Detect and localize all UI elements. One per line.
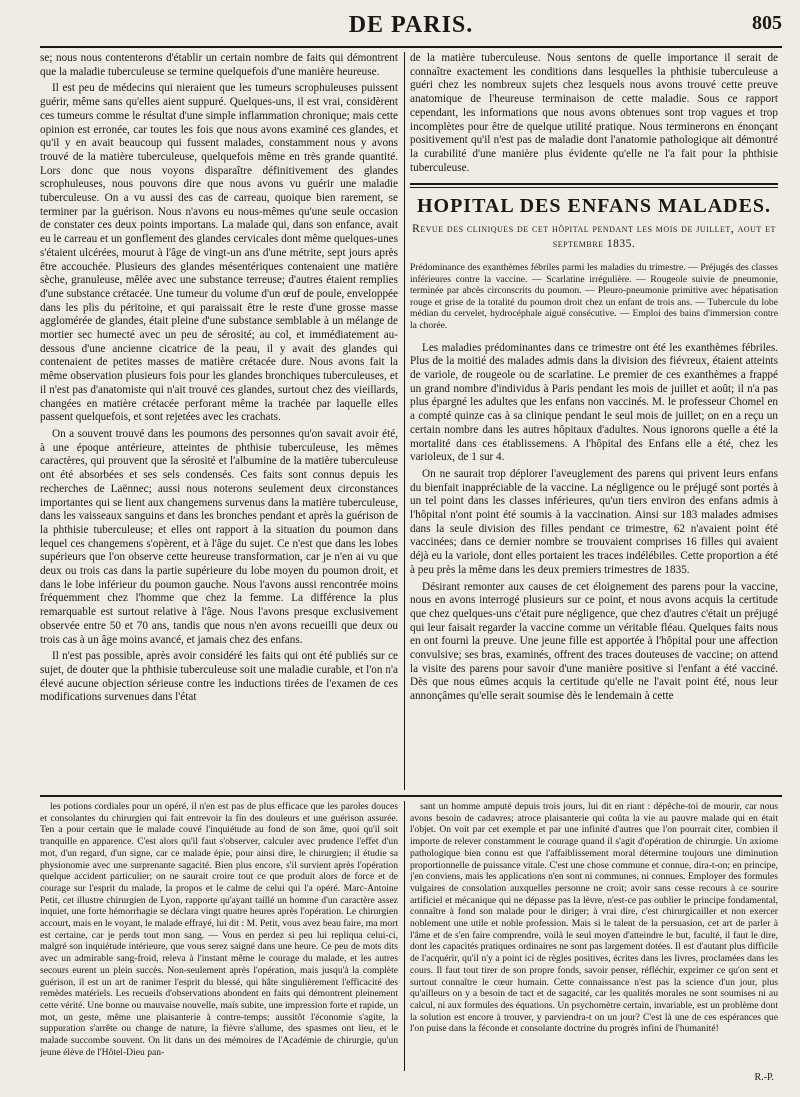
left-paragraph: On a souvent trouvé dans les poumons des personnes qu'on savait avoir été, à une époque antérieure, atteintes de phthisie tuberculeuse, les mêmes caractères, qui prouvent que la sérosité et l'albumine de la matière tuberculeuse ont été absorbées et ses sels condensés. Ces faits sont connus depuis les recherches de Laënnec; aussi nous noterons seulement deux circonstances importantes qui se lient aux changemens survenus dans la matière tuberculeuse, dans les vaisseaux sanguins et dans les bronches pendant et après la guérison de la phthisie tuberculeuse; et elles ont rapport à la situation du poumon dans lequel ces changemens s'opèrent, et à l'âge du sujet. Ce n'est que dans les lobes supérieurs que l'on observe cette heureuse transformation, car je n'en ai vu que deux ou trois cas dans la partie supérieure du lobe moyen du poumon droit, et dans le lobe inférieur du poumon gauche. Nous l'avons aussi rencontrée moins fréquemment chez l'homme que chez la femme. La différence la plus remarquable est surtout relative à l'âge. Nous l'avons presque exclusivement observée entre 50 et 70 ans, tandis que nous n'en avons recueilli que deux ou trois cas à un âge moins avancé, et jamais chez des enfans. bbox=[40, 427, 398, 646]
section-summary: Prédominance des exanthèmes fébriles parmi les maladies du trimestre. — Préjugés des classes inférieures contre la vaccine. — Scarlatine irrégulière. — Rougeole suivie de pneumonie, terminée par abcès circonscrits du poumon. — Pleuro-pneumonie primitive avec hépatisation rouge et grise de la totalité du poumon droit chez un enfant de trois ans. — Tubercule du lobe médian du cervelet, hydrocéphale aiguë consécutive. — Emploi des bains d'immersion contre la chorée. bbox=[410, 262, 778, 331]
feuilleton-right bbox=[410, 801, 778, 1063]
left-paragraph: Il est peu de médecins qui nieraient que les tumeurs scrophuleuses puissent guérir, même sans qu'elles aient suppuré. Quelques-uns, il est vrai, considèrent ces tumeurs comme le résultat d'une simple inflammation chronique; mais cette opinion est erronée, car toutes les fois que nous avons examiné ces glandes, et qu'il y en avait beaucoup qui fussent malades, constamment nous y avons trouvé de la matière tuberculeuse, quelquefois même en très grande quantité. Lors donc que nous voyons disparaître définitivement des glandes scrophuleuses, nous pouvons dire que nous avons vu guérir une maladie tuberculeuse. On a vu aussi des cas de carreau, quoique bien rarement, se terminer par la guérison. Nous n'avons eu nous-mêmes qu'une seule occasion de constater ces deux points importans. La malade qui, dans son enfance, avait eu le carreau et un gonflement des glandes cervicales dont même quelques-unes s'étaient ulcérées, mourut à l'âge de vingt-un ans d'une métrite, sept jours après être accouchée. Plusieurs des glandes mésentériques contenaient une matière sèche, granuleuse, mêlée avec une substance terreuse; d'autres étaient remplies d'une substance crétacée. Une tumeur du volume d'un œuf de poule, enveloppée dans les plis du péritoine, et qui paraissait être le reste d'une grosse masse agglomérée de glandes, était pleine d'une substance semblable à un mélange de mortier sec humecté avec un peu de sérosité; au col, et immédiatement au-dessous d'une ancienne cicatrice de la peau, il y avait des glandes qui contenaient de petites masses de matière crétacée dure. Nous avons fait la même observation plusieurs fois pour les glandes bronchiques tuberculeuses, et il n'est pas d'anatomiste qui n'ait trouvé ces glandes, surtout chez des vieillards, changées en matière crétacée perforant même la trachée par laquelle elles passent quelquefois, et sont rejetées avec les crachats. bbox=[40, 82, 398, 424]
right-column bbox=[410, 52, 778, 790]
section-title: HOPITAL DES ENFANS MALADES. bbox=[416, 195, 772, 218]
right-paragraph: On ne saurait trop déplorer l'aveuglement des parens qui privent leurs enfans du bienfait inappréciable de la vaccine. La négligence ou le préjugé sont portés à un tel point dans les classes inférieures, qu'un tiers environ des enfans admis à l'hôpital n'ont point été soumis à la vaccination. Ainsi sur 183 malades admises dans la seule division des filles pendant ce trimestre, 62 n'avaient point été vaccinées; dans ce dernier nombre se trouvaient comprises 16 filles qui avaient déjà eu la variole, dont elles portaient les traces indélébiles. Cette proportion a été à peu près la même dans les deux premiers trimestres de 1835. bbox=[410, 467, 778, 576]
page-number: 805 bbox=[752, 12, 782, 34]
right-paragraph: Les maladies prédominantes dans ce trimestre ont été les exanthèmes fébriles. Plus de la moitié des malades admis dans la division des fiévreux, étaient atteints de variole, de rougeole ou de scarlatine. Le premier de ces exanthèmes a frappé un grand nombre d'individus à Paris pendant les mois de juillet et août; il n'a pas plus épargné les adultes que les enfans non vaccinés. M. le professeur Chomel en a compté quinze cas à sa clinique pendant le seul mois de juillet; on en a reçu un certain nombre dans les autres hôpitaux d'adultes. Nous ignorons quelle a été la mortalité dans ces établissemens. A l'hôpital des Enfans elle a été, chez les varioleux, de 1 sur 4. bbox=[410, 341, 778, 464]
feuilleton-left-text: les potions cordiales pour un opéré, il n'en est pas de plus efficace que les paroles douces et consolantes du chirurgien qui fait entrevoir la fin des douleurs et une guérison assurée. Ten a pour certain que le malade couvé l'inquiétude au fond de son âme, quoi qu'il soit tranquille en apparence. C'est alors qu'il faut s'observer, calculer avec prudence l'effet d'un mot, d'un regard, d'un signe, car ce malade épie, pour ainsi dire, le chirurgien; il étudie sa physionomie avec une surprenante sagacité. Bien plus encore, s'il survient après l'opération quelque accident particulier; on ne saurait croire tout ce que produit alors de force et de courage sur l'esprit du malade, la propos et le calme de celui qui l'a opéré. Marc-Antoine Petit, cet illustre chirurgien de Lyon, rapporte qu'ayant taillé un homme d'un caractère assez inquiet, une forte hémorrhagie se déclara vingt quatre heures après l'opération. Le chirurgien accourt, mais en le voyant, le malade effrayé, lui dit : M. Petit, vous avez beau faire, ma mort est certaine, car je perds tout mon sang. — Vous en perdez si peu lui repliqua celui-ci, malgré son inquiétude intérieure, que vous serez saigné dans une heure. Ce peu de mots dits avec un admirable sang-froid, releva à l'instant même le courage du malade, et les autres secours eurent un plein succès. Non-seulement après l'opération, mais jusqu'à la complète guérison, il est un art de ranimer l'esprit du blessé, qui hâte singulièrement l'efficacité des remèdes matériels. Les recueils d'observations abondent en faits qui démontrent pleinement cette vérité. Une bonne ou mauvaise nouvelle, mais subite, une impression forte et rapide, un mot, un geste, même une plaisanterie à contre-temps; aussitôt l'économie s'agite, la suppuration s'arrête ou change de nature, la fièvre s'allume, des spasmes ont lieu, et le malade succombe souvent. On lit dans un des mémoires de l'Académie de chirurgie, qu'un jeune élève de l'Hôtel-Dieu pan- bbox=[40, 801, 398, 1058]
feuilleton-left bbox=[40, 801, 398, 1087]
feuilleton-divider bbox=[404, 801, 405, 1071]
section-subtitle: Revue des cliniques de cet hôpital pendant les mois de juillet, aout et septembre 1835. bbox=[412, 223, 776, 251]
header-rule bbox=[40, 46, 782, 48]
right-intro-paragraph: de la matière tuberculeuse. Nous sentons de quelle importance il serait de connaître exactement les conditions dans lesquelles la phthisie tuberculeuse a guéri chez les nombreux sujets chez lesquels nous avons trouvé cette preuve anatomique de l'heureuse terminaison de cette maladie. Sous ce rapport cependant, les informations que nous avons obtenues sont trop vagues et trop incomplètes pour être de quelque utilité pratique. Nous terminerons en énonçant positivement qu'il n'est pas de maladie dont l'anatomie pathologique ait démontré la curabilité d'une manière plus évidente qu'elle ne l'a fait pour la phthisie tuberculeuse. bbox=[410, 52, 778, 174]
signature: R.-P. bbox=[754, 1072, 774, 1083]
section-rule bbox=[410, 183, 778, 188]
left-paragraph: Il n'est pas possible, après avoir considéré les faits qui ont été publiés sur ce sujet, de douter que la phthisie tuberculeuse soit une maladie curable, et l'on n'a élevé aucune objection sérieuse contre les inductions tirées de l'examen de ces modifications survenues dans l'état bbox=[40, 650, 398, 704]
feuilleton-right-text: sant un homme amputé depuis trois jours, lui dit en riant : dépêche-toi de mourir, car nous avons besoin de cadavres; atroce plaisanterie qui coûta la vie au pauvre malade qui en était l'objet. On voit par cet exemple et par une infinité d'autres que l'on pourrait citer, combien il importe de relever constamment le courage quand il s'agit d'opération de chirurgie. Un axiome pathologique bien connu est que l'affaiblissement moral détermine toujours une diminution proportionnelle de puissance vitale. C'est une chose commune et connue, dira-t-on; en principe, j'en conviens, mais les applications n'en sont ni communes, ni connues. Employer des formules vulgaires de consolation auxquelles personne ne croit; avoir sans cesse recours à ce sourire artificiel et mécanique qui ne dépasse pas la lèvre, n'est-ce pas oublier le principe fondamental, connaître à fond son malade pour le diriger; à vrai dire, c'est chirurgicailler et non exercer noblement une utile et noble profession. Mais si le talent de la persuasion, cet art de parler à l'âme et de s'en faire comprendre, voilà le seul moyen d'atteindre le but, faculté, il faut le dire, dont les capacités pratiques ordinaires ne sont pas largement dotées. Il est d'autant plus difficile de l'acquérir, qu'il n'y a point ici de règles positives, écrites dans les livres, proclamées dans les cours. Il faut tout tirer de son propre fonds, savoir penser, réfléchir, exprimer ce qu'on sent et surtout connaître le cœur humain. Cette connaissance n'est pas la science d'un jour, plus qu'ailleurs on y a besoin de tact et de sagacité, car les qualités morales ne sont soumises ni au calcul, ni aux formules des équations. Un psychomètre certain, invariable, est un problème dont la solution est encore à trouver, y parviendra-t on un jour? C'est là une de ces espérances que l'on puise dans la féconde et consolante doctrine du progrès infini de l'humanité! bbox=[410, 801, 778, 1035]
running-head-title: DE PARIS. bbox=[348, 12, 474, 38]
column-divider bbox=[404, 52, 405, 790]
running-head bbox=[40, 8, 782, 44]
left-paragraph: se; nous nous contenterons d'établir un certain nombre de faits qui démontrent que la maladie tuberculeuse se termine quelquefois d'une manière heureuse. bbox=[40, 52, 398, 78]
right-paragraph: Désirant remonter aux causes de cet éloignement des parens pour la vaccine, nous en avons interrogé plusieurs sur ce point, et nous avons acquis la certitude que chez quelques-uns c'était pure négligence, que chez d'autres c'était un préjugé qui leur faisait regarder la vaccine comme un véritable fléau. Quelques faits nous en ont fourni la preuve. Une jeune fille est apportée à l'hôpital pour une affection convulsive; ses bras, examinés, offrent des traces douteuses de vaccine; on attend la visite des parens pour savoir d'une manière positive si l'enfant a été vacciné. Dès que nous eûmes acquis la certitude qu'elle ne l'avait point été, nous leur annonçâmes qu'elle serait soumise dès le lendemain à cette bbox=[410, 580, 778, 703]
left-column bbox=[40, 52, 398, 790]
feuilleton-rule bbox=[40, 795, 782, 797]
